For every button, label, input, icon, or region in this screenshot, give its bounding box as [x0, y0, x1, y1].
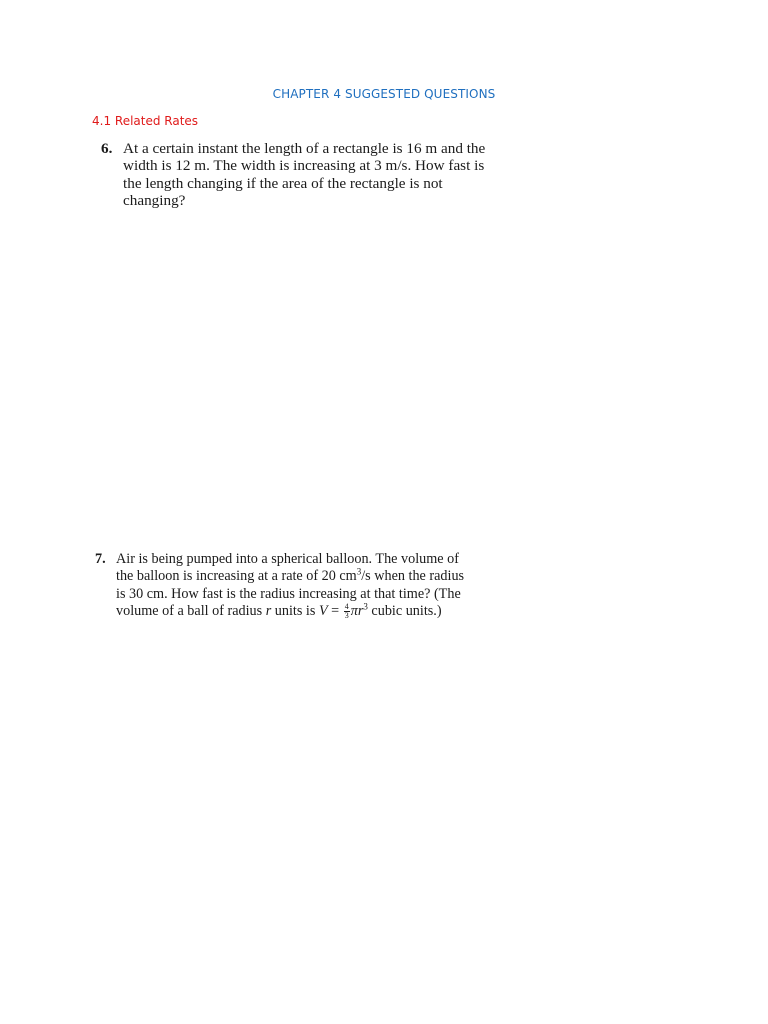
line-text: units is — [271, 603, 319, 620]
chapter-title: CHAPTER 4 SUGGESTED QUESTIONS — [272, 87, 496, 101]
variable-r: r — [357, 603, 364, 620]
line-text: cubic units.) — [367, 603, 442, 620]
exponent: 3 — [363, 601, 368, 612]
problem-line: is 30 cm. How fast is the radius increasing at that time? (The — [116, 585, 461, 602]
problem-6 — [101, 140, 485, 209]
section-heading: 4.1 Related Rates — [92, 114, 199, 128]
problem-line: Air is being pumped into a spherical balloon. The volume of — [116, 551, 459, 567]
variable-v: V — [318, 603, 328, 620]
problem-line: At a certain instant the length of a rectangle is 16 m and the — [123, 140, 486, 157]
problem-number: 7. — [95, 551, 106, 567]
problem-line: width is 12 m. The width is increasing at 3 m/s. How fast is — [123, 157, 485, 175]
problem-text — [116, 551, 464, 621]
equals-sign: = — [327, 603, 343, 620]
problem-line — [116, 603, 464, 620]
problem-line — [116, 568, 464, 585]
line-text: volume of a ball of radius — [116, 603, 266, 620]
fraction-numerator: 4 — [344, 602, 349, 612]
pi-symbol: π — [350, 603, 358, 620]
problem-line: the length changing if the area of the rectangle is not — [123, 174, 443, 192]
line-text: the balloon is increasing at a rate of 20 cm — [116, 568, 357, 585]
line-text: /s when the radius — [361, 568, 465, 585]
exponent: 3 — [356, 566, 362, 577]
fraction-denominator: 3 — [344, 611, 349, 621]
fraction — [344, 603, 350, 620]
problem-line: changing? — [123, 191, 186, 209]
problem-text — [123, 140, 485, 209]
problem-number: 6. — [101, 140, 113, 157]
variable-r: r — [265, 603, 272, 620]
problem-7 — [95, 551, 464, 621]
